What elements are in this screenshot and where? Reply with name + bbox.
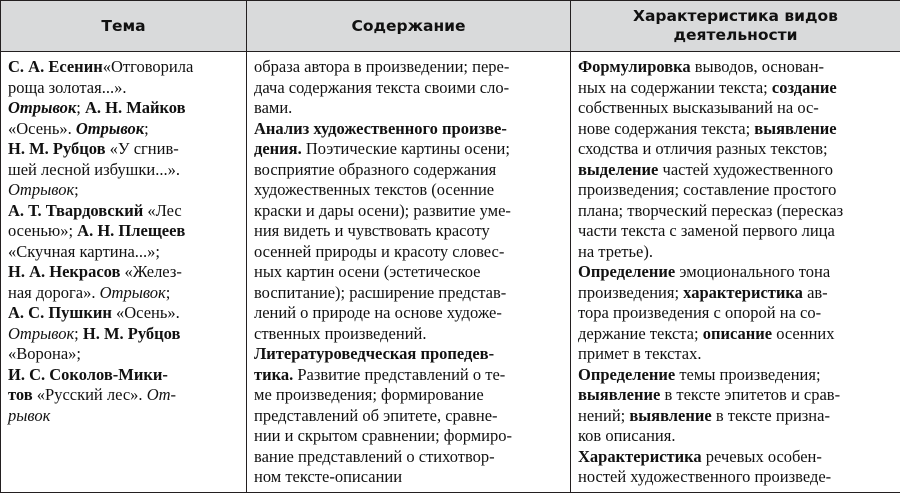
text-run: выводов, основан- [690,57,825,76]
text-run: художественных текстов (осенние [254,180,495,199]
text-run: Развитие представлений о те- [293,364,506,384]
text-line [578,78,894,99]
text-line [578,303,894,324]
emphasis-text: А. Н. Майков [84,98,186,117]
text-line [254,365,564,386]
text-line [8,180,240,201]
text-run: ; [74,323,83,343]
text-line [254,139,564,160]
text-run: «Русский лес». [32,385,147,404]
emphasis-text: выявление [754,118,837,138]
text-run: осенних [772,323,835,343]
emphasis-text: Определение [578,364,676,384]
text-run: «Отговорила [102,57,194,76]
emphasis-text: выделение [578,159,659,179]
text-line [8,344,240,365]
text-run: вами. [254,98,293,117]
text-line [8,406,240,427]
text-line [578,201,894,222]
text-line [578,119,894,140]
emphasis-text: описание [702,323,773,343]
text-run: ; [74,180,79,199]
text-line [8,98,240,119]
text-run: Поэтические картины осени; [301,139,510,158]
text-line [8,324,240,345]
text-run: лений о природе на основе художе- [254,303,502,322]
text-run: собственных высказываний на ос- [578,98,819,117]
text-line [254,201,564,222]
text-line [8,385,240,406]
text-line [578,324,894,345]
text-run: «Осень». [8,118,76,138]
header-activities: Характеристика видов деятельности [571,1,900,52]
text-run: произведения; [578,282,684,302]
text-line [578,98,894,119]
text-line [8,242,240,263]
emphasis-text: Характеристика [578,446,702,466]
text-run: краски и дары осени); развитие уме- [254,200,511,220]
text-run: тора произведения с опорой на со- [578,303,822,322]
text-line [254,426,564,447]
text-run: нове содержания текста; [578,118,755,138]
emphasis-text: Определение [578,262,676,281]
cell-activities [571,52,900,493]
text-run: ная дорога». [8,282,100,302]
text-run: эмоционального тона [675,262,831,281]
text-run: плана; творческий пересказ (пересказ [578,200,844,220]
text-line [254,180,564,201]
text-run: ме произведения; формирование [254,385,484,404]
text-run: нии и скрытом сравнении; формиро- [254,426,512,445]
text-line [254,242,564,263]
text-line [8,283,240,304]
emphasis-text: дения. [254,139,302,158]
text-run: произведения; составление простого [578,180,837,199]
text-run: «Осень». [111,303,180,322]
text-run: «Ворона»; [8,344,81,363]
text-line [578,467,894,488]
text-line [578,57,894,78]
text-line [578,160,894,181]
text-line [254,160,564,181]
emphasis-text: выявление [578,385,661,404]
text-line [254,78,564,99]
text-run: частей художественного [658,159,834,179]
header-row [1,1,900,52]
text-run: ных картин осени (эстетическое [254,262,481,281]
text-line [254,221,564,242]
text-line [578,365,894,386]
text-run: ностей художественного произведе- [578,467,832,486]
text-line [254,119,564,140]
table-row [1,52,900,493]
text-run: нений; [578,405,630,425]
emphasis-text: создание [771,77,837,97]
emphasis-text: Отрывок [75,118,145,138]
text-run: на третье). [578,241,653,261]
text-line [254,262,564,283]
text-run: сходства и отличия разных текстов; [578,139,828,158]
text-line [8,160,240,181]
emphasis-text: Формулировка [578,57,691,76]
text-run: ных на содержании текста; [578,77,772,97]
text-line [578,447,894,468]
text-line [578,406,894,427]
text-run: представлений об эпитете, сравне- [254,405,498,425]
text-line [8,262,240,283]
text-run: речевых особен- [701,446,822,466]
emphasis-text: тов [8,385,33,404]
text-run: ния видеть и чувствовать красоту [254,221,490,240]
text-line [8,365,240,386]
text-run: темы произведения; [675,364,821,384]
text-line [578,180,894,201]
text-run: дача содержания текста своими сло- [254,77,510,97]
text-run: осенью»; [8,221,78,240]
text-run: ; [144,118,149,138]
text-run: роща золотая...». [8,77,127,97]
emphasis-text: Н. М. Рубцов [82,323,181,343]
text-line [254,324,564,345]
cell-topic [1,52,247,493]
text-run: в тексте призна- [711,405,830,425]
text-run: «Скучная картина...»; [8,241,160,261]
emphasis-text: Отрывок [8,180,75,199]
text-run: «Лес [143,200,182,220]
emphasis-text: Отрывок [8,323,75,343]
emphasis-text: рывок [8,405,51,425]
text-run: примет в текстах. [578,344,702,363]
text-line [254,385,564,406]
text-run: образа автора в произведении; пере- [254,57,510,76]
text-line [8,119,240,140]
text-line [578,283,894,304]
text-line [578,426,894,447]
text-run: ; [76,98,85,117]
text-run: шей лесной избушки...». [8,159,180,179]
text-line [8,139,240,160]
text-line [578,262,894,283]
text-run: ном тексте-описании [254,467,403,486]
text-run: ков описания. [578,426,676,445]
text-run: держание текста; [578,323,703,343]
text-run: восприятие образного содержания [254,159,497,179]
text-line [254,98,564,119]
text-line [254,303,564,324]
emphasis-text: Отрывок [99,282,166,302]
header-content: Содержание [247,1,571,52]
text-run: ственных произведений. [254,323,427,343]
text-line [254,406,564,427]
text-run: ; [165,282,171,302]
emphasis-text: От- [146,385,177,404]
emphasis-text: А. Т. Твардовский [8,200,144,220]
emphasis-text: тика. [254,364,294,384]
text-run: «Желез- [120,262,182,281]
text-line [578,385,894,406]
emphasis-text: Анализ художественного произве- [254,118,507,138]
text-line [8,303,240,324]
text-run: осенней природы и красоту словес- [254,241,505,261]
text-run: «У сгнив- [105,139,179,158]
header-topic: Тема [1,1,247,52]
cell-content [247,52,571,493]
emphasis-text: С. А. Есенин [8,57,103,76]
text-line [578,242,894,263]
text-line [578,221,894,242]
emphasis-text: Н. М. Рубцов [8,139,106,158]
emphasis-text: И. С. Соколов-Мики- [8,364,168,384]
text-run: части текста с заменой первого лица [578,221,835,240]
emphasis-text: А. С. Пушкин [8,303,112,322]
emphasis-text: выявление [629,405,712,425]
text-line [254,283,564,304]
text-run: в тексте эпитетов и срав- [660,385,841,404]
text-line [8,78,240,99]
text-line [8,201,240,222]
text-line [254,467,564,488]
text-line [578,139,894,160]
text-line [578,344,894,365]
text-run: ав- [802,282,828,302]
emphasis-text: Литературоведческая пропедев- [254,344,495,363]
emphasis-text: Отрывок [8,98,77,117]
text-line [254,447,564,468]
text-run: вание представлений о стихотвор- [254,446,495,466]
text-line [254,57,564,78]
text-line [8,57,240,78]
text-run: воспитание); расширение представ- [254,282,507,302]
text-line [8,221,240,242]
text-line [254,344,564,365]
emphasis-text: характеристика [683,282,803,302]
emphasis-text: А. Н. Плещеев [77,221,186,240]
emphasis-text: Н. А. Некрасов [8,262,121,281]
